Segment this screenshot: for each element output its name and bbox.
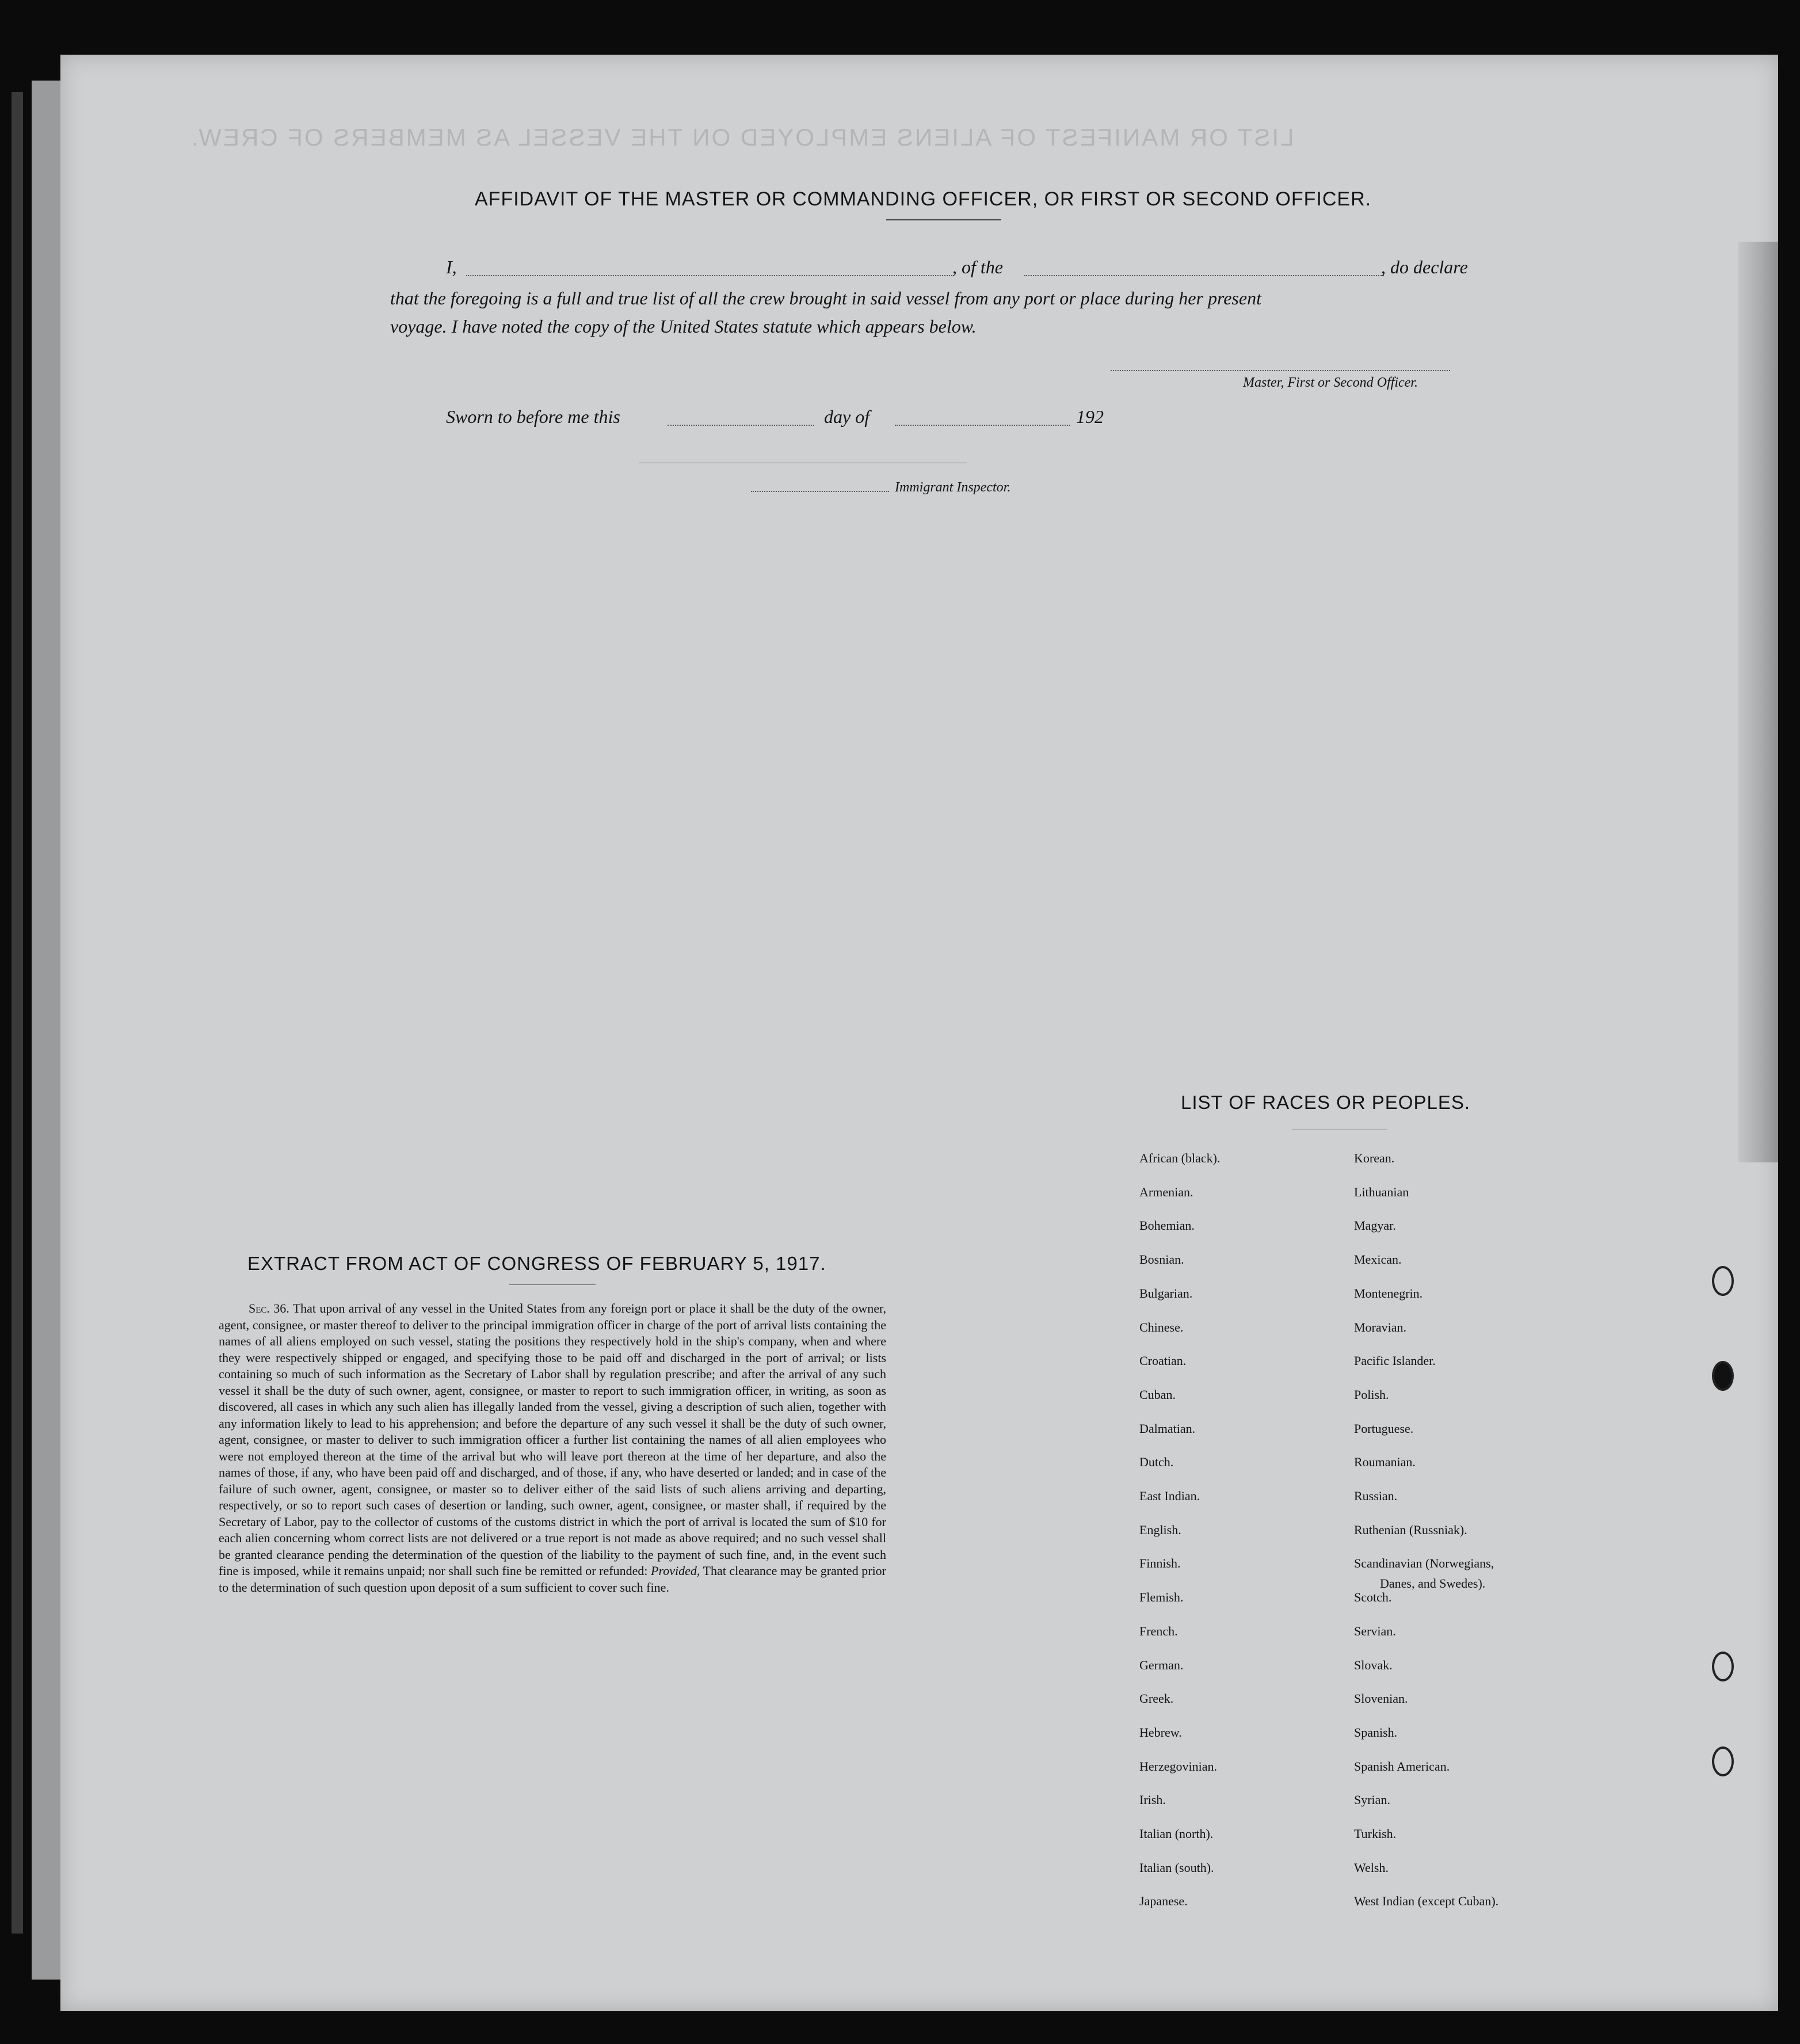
title-rule [886, 219, 1001, 220]
race-item: Irish. [1139, 1793, 1166, 1807]
race-item: Japanese. [1139, 1894, 1188, 1908]
proviso-word: Provided, [651, 1563, 700, 1578]
race-item: Bohemian. [1139, 1218, 1195, 1233]
month-field-line[interactable] [895, 425, 1070, 426]
race-item: Montenegrin. [1354, 1286, 1423, 1301]
race-item: Korean. [1354, 1151, 1395, 1165]
race-item: German. [1139, 1658, 1184, 1672]
bleed-through-header: LIST OR MANIFEST OF ALIENS EMPLOYED ON THE VESSEL AS MEMBERS OF CREW. [190, 124, 1294, 151]
race-item: Croatian. [1139, 1353, 1187, 1368]
race-item: French. [1139, 1624, 1178, 1638]
race-item: Cuban. [1139, 1387, 1176, 1402]
affidavit-declare: , do declare [1381, 257, 1468, 277]
race-item: Servian. [1354, 1624, 1396, 1638]
affidavit-line2: that the foregoing is a full and true list of all the crew brought in said vessel from any port or place during her present [390, 288, 1261, 308]
race-item: Mexican. [1354, 1252, 1402, 1267]
race-item: Moravian. [1354, 1320, 1407, 1334]
race-item: Welsh. [1354, 1860, 1389, 1875]
vessel-field-line[interactable] [1024, 275, 1384, 276]
race-item: Hebrew. [1139, 1725, 1182, 1740]
race-item: English. [1139, 1523, 1181, 1537]
affidavit-of-the: , of the [952, 257, 1003, 277]
race-item: Magyar. [1354, 1218, 1396, 1233]
race-item: Flemish. [1139, 1590, 1184, 1604]
race-item: Turkish. [1354, 1826, 1397, 1841]
extract-title-rule [509, 1284, 596, 1285]
proviso-text: That clearance may be granted prior to the determination of such question upon deposit of a sum sufficient to cover such fine. [219, 1563, 887, 1595]
binder-hole [1712, 1361, 1734, 1391]
race-item: Finnish. [1139, 1556, 1181, 1570]
document-page [60, 55, 1778, 2011]
affidavit-line3: voyage. I have noted the copy of the United States statute which appears below. [390, 316, 977, 337]
race-item: Roumanian. [1354, 1455, 1416, 1469]
name-field-line[interactable] [466, 275, 952, 276]
race-item-continuation: Danes, and Swedes). [1380, 1576, 1486, 1591]
race-item: Dalmatian. [1139, 1421, 1196, 1436]
day-of-text: day of [824, 406, 870, 427]
affidavit-title: AFFIDAVIT OF THE MASTER OR COMMANDING OFFICER, OR FIRST OR SECOND OFFICER. [475, 188, 1372, 210]
extract-body [219, 1301, 886, 1596]
race-item: Slovenian. [1354, 1691, 1408, 1706]
section-label: Sec. 36. [249, 1301, 289, 1315]
day-field-line[interactable] [668, 425, 814, 426]
sworn-text: Sworn to before me this [446, 406, 620, 427]
extract-paragraph: That upon arrival of any vessel in the United States from any foreign port or place it shall be the duty of the owner, agent, consignee, or master thereof to deliver to the principal immigration officer in charge of the port of arrival lists containing the names of all aliens employed on such vessel, stating the positions they respectively hold in the ship's company, when and where they were respectively shipped or engaged, and specifying those to be paid off and discharged in the port of arrival; or lists containing so much of such information as the Secretary of Labor shall by regulation prescribe; and after the arrival of any such vessel it shall be the duty of such owner, agent, consignee, or master to report to such immigration officer, in writing, as soon as discovered, all cases in which any such alien has illegally landed from the vessel, giving a description of such alien, together with any information likely to lead to his apprehension; and before the departure of any such vessel it shall be the duty of such owner, agent, consignee, or master to deliver to such immigration officer a further list containing the names of all alien employees who were not employed thereon at the time of the arrival but who will leave port thereon at the time of her departure, and also the names of those, if any, who have been paid off and discharged, and of those, if any, who have deserted or landed; and in case of the failure of such owner, agent, consignee, or master so to deliver either of the said lists of such aliens arriving and departing, respectively, or so to report such cases of desertion or landing, such owner, agent, consignee, or master shall, if required by the Secretary of Labor, pay to the collector of customs of the customs district in which the port of arrival is located the sum of $10 for each alien concerning whom correct lists are not delivered or a true report is not made as above required; and no such vessel shall be granted clearance pending the determination of the question of the liability to the payment of such fine, and, in the event such fine is imposed, while it remains unpaid; nor shall such fine be remitted or refunded: [219, 1301, 887, 1578]
race-item: Bosnian. [1139, 1252, 1184, 1267]
race-item: African (black). [1139, 1151, 1221, 1165]
inspector-label: Immigrant Inspector. [895, 480, 1011, 495]
inspector-signature-line[interactable] [751, 491, 889, 492]
master-label: Master, First or Second Officer. [1243, 375, 1418, 390]
race-item: Lithuanian [1354, 1185, 1409, 1199]
race-item: Ruthenian (Russniak). [1354, 1523, 1467, 1537]
extract-title: EXTRACT FROM ACT OF CONGRESS OF FEBRUARY 5, 1917. [247, 1253, 826, 1274]
page-edge-dark [12, 92, 23, 1934]
race-item: Italian (north). [1139, 1826, 1214, 1841]
races-title: LIST OF RACES OR PEOPLES. [1181, 1092, 1471, 1113]
race-item: Italian (south). [1139, 1860, 1214, 1875]
race-item: Slovak. [1354, 1658, 1393, 1672]
race-item: Scotch. [1354, 1590, 1392, 1604]
affidavit-i: I, [446, 257, 457, 277]
master-signature-line[interactable] [1111, 370, 1450, 371]
race-item: Herzegovinian. [1139, 1759, 1217, 1774]
race-item: Russian. [1354, 1489, 1398, 1503]
race-item: Dutch. [1139, 1455, 1174, 1469]
race-item: East Indian. [1139, 1489, 1200, 1503]
race-item: Pacific Islander. [1354, 1353, 1436, 1368]
binder-hole [1712, 1652, 1734, 1681]
binder-hole [1712, 1746, 1734, 1776]
race-item: Bulgarian. [1139, 1286, 1193, 1301]
race-item: Syrian. [1354, 1793, 1390, 1807]
race-item: Armenian. [1139, 1185, 1193, 1199]
race-item: Greek. [1139, 1691, 1174, 1706]
race-item: Polish. [1354, 1387, 1389, 1402]
race-item: Scandinavian (Norwegians, [1354, 1556, 1494, 1570]
race-item: Chinese. [1139, 1320, 1184, 1334]
binder-hole [1712, 1266, 1734, 1296]
page-fold-edge [1738, 242, 1778, 1162]
race-item: Spanish. [1354, 1725, 1398, 1740]
page-edge [32, 81, 63, 1980]
race-item: Spanish American. [1354, 1759, 1450, 1774]
year-text: 192 [1076, 406, 1104, 427]
race-item: Portuguese. [1354, 1421, 1414, 1436]
race-item: West Indian (except Cuban). [1354, 1894, 1499, 1908]
